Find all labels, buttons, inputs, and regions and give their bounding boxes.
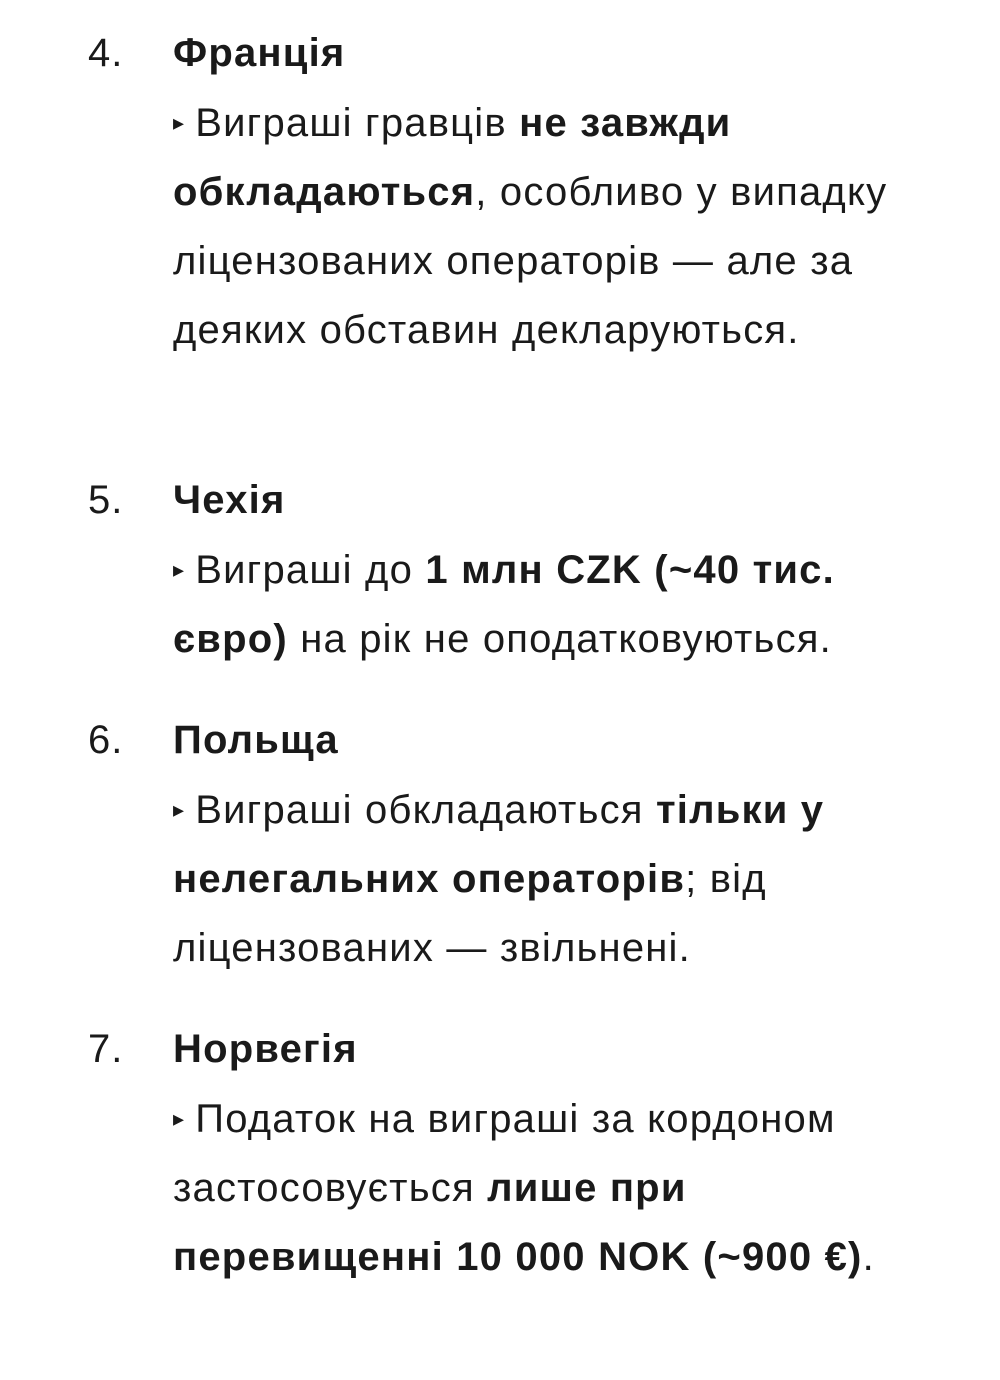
desc-text: на рік не оподатковуються. [287, 617, 832, 661]
desc-bold-text: 1 млн CZK (~40 тис. євро) [173, 548, 835, 661]
desc-bold-text: лише при перевищенні 10 000 NOK (~900 €) [173, 1166, 863, 1279]
triangle-bullet-icon: ▸ [173, 557, 186, 582]
item-title: Норвегія [173, 1027, 358, 1071]
triangle-bullet-icon: ▸ [173, 110, 186, 135]
item-content [173, 466, 943, 674]
desc-bold-text: не завжди обкладаються [173, 101, 732, 214]
item-description [173, 788, 824, 970]
desc-text: , особливо у випадку ліцензованих операторів — але за деяких обставин декларуються. [173, 170, 888, 352]
desc-bold-text: тільки у нелегальних операторів [173, 788, 825, 901]
item-content [173, 19, 943, 365]
item-number: 4. [88, 31, 124, 75]
item-number: 5. [88, 478, 124, 522]
desc-text: Виграші до [195, 548, 426, 592]
item-title: Франція [173, 31, 346, 75]
desc-text: . [862, 1235, 875, 1279]
item-description [173, 101, 887, 352]
triangle-bullet-icon: ▸ [173, 797, 186, 822]
item-number: 7. [88, 1027, 124, 1071]
item-title: Чехія [173, 478, 286, 522]
desc-text: ; від ліцензованих — звільнені. [173, 857, 767, 970]
desc-text: Податок на виграші за кордоном застосовується [173, 1097, 836, 1210]
item-content [173, 706, 943, 983]
item-content [173, 1015, 943, 1292]
item-description [173, 548, 835, 661]
item-description [173, 1097, 875, 1279]
desc-text: Виграші гравців [195, 101, 520, 145]
item-number: 6. [88, 718, 124, 762]
item-title: Польща [173, 718, 339, 762]
triangle-bullet-icon: ▸ [173, 1106, 186, 1131]
desc-text: Виграші обкладаються [195, 788, 656, 832]
